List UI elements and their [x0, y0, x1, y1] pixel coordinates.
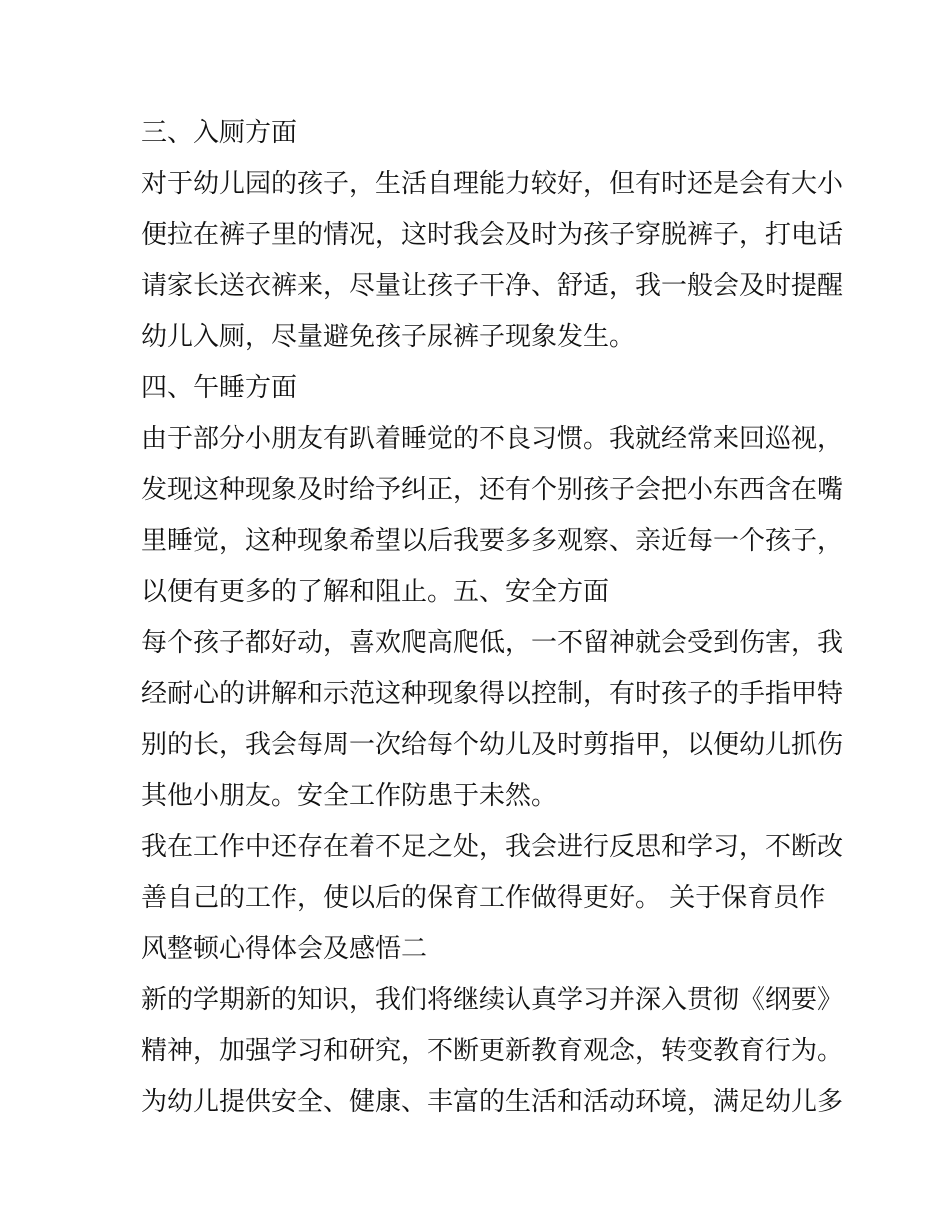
text-line: 里睡觉，这种现象希望以后我要多多观察、亲近每一个孩子， [141, 526, 844, 556]
text-line: 幼儿入厕，尽量避免孩子尿裤子现象发生。 [141, 322, 636, 352]
text-line: 发现这种现象及时给予纠正，还有个别孩子会把小东西含在嘴 [141, 475, 844, 505]
text-line: 请家长送衣裤来，尽量让孩子干净、舒适，我一般会及时提醒 [141, 271, 844, 301]
section-title: 风整顿心得体会及感悟二 [141, 934, 428, 964]
text-line: 由于部分小朋友有趴着睡觉的不良习惯。我就经常来回巡视， [141, 424, 844, 454]
text-line: 每个孩子都好动，喜欢爬高爬低，一不留神就会受到伤害，我 [141, 628, 844, 658]
text-line: 别的长，我会每周一次给每个幼儿及时剪指甲，以便幼儿抓伤 [141, 730, 844, 760]
text-line: 以便有更多的了解和阻止。五、安全方面 [141, 577, 610, 607]
heading-toileting: 三、入厕方面 [141, 118, 298, 148]
text-line: 善自己的工作，使以后的保育工作做得更好。 关于保育员作 [141, 883, 826, 913]
text-line: 我在工作中还存在着不足之处，我会进行反思和学习，不断改 [141, 832, 844, 862]
text-line: 对于幼儿园的孩子，生活自理能力较好，但有时还是会有大小 [141, 169, 844, 199]
text-line: 其他小朋友。安全工作防患于未然。 [141, 781, 558, 811]
text-line: 精神，加强学习和研究，不断更新教育观念，转变教育行为。 [141, 1036, 844, 1066]
document-body [141, 108, 844, 1128]
text-line: 经耐心的讲解和示范这种现象得以控制，有时孩子的手指甲特 [141, 679, 844, 709]
text-line: 便拉在裤子里的情况，这时我会及时为孩子穿脱裤子，打电话 [141, 220, 844, 250]
heading-nap: 四、午睡方面 [141, 373, 298, 403]
text-line: 新的学期新的知识，我们将继续认真学习并深入贯彻《纲要》 [141, 985, 844, 1015]
text-line: 为幼儿提供安全、健康、丰富的生活和活动环境，满足幼儿多 [141, 1087, 844, 1117]
